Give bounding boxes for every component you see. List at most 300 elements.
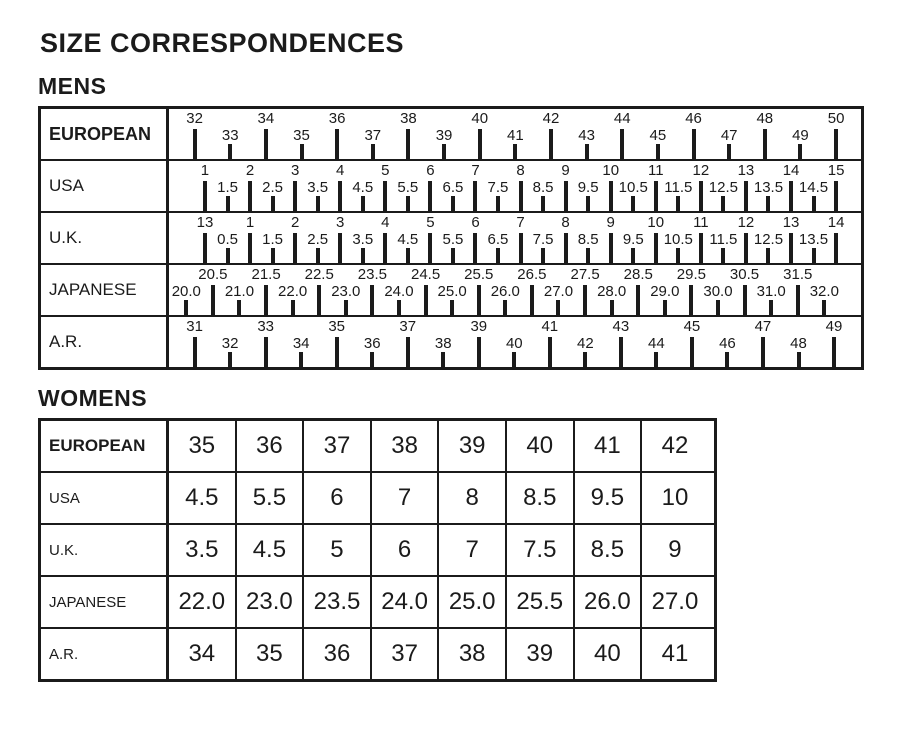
scale-value-label: 5: [381, 162, 390, 179]
scale-value-label: 2.5: [307, 231, 329, 248]
scale-tick-mark: [699, 181, 703, 211]
scale-tick-mark: [834, 129, 838, 159]
scale-tick-mark: [271, 248, 275, 263]
scale-value-label: 22.0: [278, 283, 308, 300]
scale-tick-mark: [676, 196, 680, 211]
scale-tick-mark: [512, 352, 516, 367]
scale-tick-mark: [699, 233, 703, 263]
scale-value-label: 9.5: [577, 179, 599, 196]
scale-tick-mark: [317, 285, 321, 315]
scale-tick-mark: [299, 352, 303, 367]
size-cell: 9: [668, 536, 682, 563]
scale-tick-mark: [383, 233, 387, 263]
scale-value-label: 32: [221, 335, 239, 352]
scale-tick-mark: [370, 285, 374, 315]
scale-tick-mark: [335, 129, 339, 159]
scale-tick-mark: [663, 300, 667, 315]
scale-value-label: 1.5: [217, 179, 238, 196]
scale-tick-mark: [193, 129, 197, 159]
scale-value-label: 7.5: [487, 179, 509, 196]
scale-tick-mark: [721, 248, 725, 263]
scale-value-label: 24.5: [410, 266, 441, 283]
size-cell: 6: [304, 473, 372, 523]
scale-tick-mark: [609, 233, 613, 263]
scale-tick-mark: [184, 300, 188, 315]
scale-value-label: 4: [336, 162, 345, 179]
scale-value-label: 20.5: [198, 266, 228, 283]
scale-tick-mark: [789, 233, 793, 263]
scale-tick-mark: [316, 248, 320, 263]
scale-value-label: 44: [648, 335, 665, 352]
scale-tick-mark: [383, 181, 387, 211]
scale-value-label: 38: [434, 335, 452, 352]
scale-tick-mark: [397, 300, 401, 315]
scale-tick-mark: [721, 196, 725, 211]
size-cell: 7: [372, 473, 440, 523]
size-cell: 35: [169, 421, 237, 471]
scale-tick-mark: [725, 352, 729, 367]
scale-value-label: 45: [649, 127, 667, 144]
scale-tick-mark: [541, 196, 545, 211]
womens-row-uk: [41, 525, 714, 577]
scale-tick-mark: [583, 285, 587, 315]
scale-tick-mark: [293, 233, 297, 263]
scale-value-label: 44: [613, 110, 631, 127]
mens-section-heading: MENS: [38, 73, 107, 99]
scale-tick-mark: [690, 337, 694, 367]
scale-tick-mark: [631, 196, 635, 211]
size-cell: 7.5: [507, 525, 575, 575]
scale-value-label: 36: [363, 335, 381, 352]
scale-value-label: 42: [577, 335, 594, 352]
scale-value-label: 47: [754, 318, 772, 335]
scale-tick-mark: [203, 181, 207, 211]
scale-tick-mark: [763, 129, 767, 159]
size-cell: 5.5: [237, 473, 305, 523]
scale-value-label: 35: [293, 127, 310, 144]
size-cell: 10: [661, 484, 689, 511]
row-label: JAPANESE: [41, 577, 169, 627]
row-label: USA: [41, 473, 169, 523]
scale-value-label: 13.5: [753, 179, 784, 196]
scale-tick-mark: [586, 248, 590, 263]
scale-value-label: 45: [683, 318, 701, 335]
womens-row-european: [41, 421, 714, 473]
scale-value-label: 7: [471, 162, 480, 179]
scale-tick-mark: [692, 129, 696, 159]
scale-value-label: 20.0: [171, 283, 201, 300]
scale-tick-mark: [211, 285, 215, 315]
scale-tick-mark: [264, 285, 268, 315]
scale-value-label: 25.5: [464, 266, 494, 283]
scale-tick-mark: [583, 352, 587, 367]
scale-tick-mark: [689, 285, 693, 315]
scale-tick-mark: [370, 352, 374, 367]
scale-tick-mark: [496, 248, 500, 263]
scale-value-label: 40: [505, 335, 523, 352]
size-cell: 39: [507, 629, 575, 679]
womens-row-ar: [41, 629, 714, 679]
scale-value-label: 31.0: [756, 283, 786, 300]
row-label: JAPANESE: [41, 265, 169, 315]
row-label: A.R.: [41, 317, 169, 367]
scale-value-label: 8: [516, 162, 525, 179]
scale-tick-mark: [300, 144, 304, 159]
size-cell: 38: [439, 629, 507, 679]
scale-value-label: 4.5: [397, 231, 419, 248]
scale-tick-mark: [654, 181, 658, 211]
scale-value-label: 25.0: [437, 283, 467, 300]
scale-value-label: 12.5: [753, 231, 784, 248]
scale-value-label: 27.5: [570, 266, 600, 283]
scale-tick-mark: [406, 196, 410, 211]
scale-value-label: 7.5: [532, 231, 554, 248]
scale-tick-mark: [477, 285, 481, 315]
size-cell: 39: [439, 421, 507, 471]
scale-tick-mark: [834, 181, 838, 211]
size-cell: 7: [439, 525, 507, 575]
scale-value-label: 6: [471, 214, 480, 231]
scale-tick-mark: [548, 337, 552, 367]
scale-value-label: 23.0: [331, 283, 361, 300]
size-cell: 40: [575, 629, 643, 679]
scale-value-label: 43: [578, 127, 595, 144]
scale-value-label: 10.5: [663, 231, 693, 248]
scale-tick-mark: [293, 181, 297, 211]
mens-size-table: [38, 106, 864, 370]
mens-row-usa: [41, 161, 861, 213]
scale-tick-mark: [424, 285, 428, 315]
scale-tick-mark: [428, 181, 432, 211]
scale-value-label: 10: [647, 214, 665, 231]
mens-row-ar: [41, 317, 861, 367]
scale-value-label: 9.5: [622, 231, 644, 248]
scale-value-label: 48: [756, 110, 774, 127]
scale-tick-mark: [473, 233, 477, 263]
scale-value-label: 14.5: [798, 179, 829, 196]
mens-row-uk: [41, 213, 861, 265]
mens-row-european: [41, 109, 861, 161]
scale-tick-mark: [503, 300, 507, 315]
size-cell: 24.0: [372, 577, 440, 627]
scale-value-label: 26.5: [517, 266, 547, 283]
scale-tick-mark: [226, 248, 230, 263]
scale-tick-mark: [496, 196, 500, 211]
scale-tick-mark: [832, 337, 836, 367]
scale-value-label: 39: [470, 318, 488, 335]
scale-tick-mark: [549, 129, 553, 159]
scale-value-label: 29.5: [676, 266, 706, 283]
scale-value-label: 28.0: [597, 283, 627, 300]
size-cell: 35: [237, 629, 305, 679]
scale-value-label: 11: [647, 162, 664, 179]
scale-value-label: 46: [685, 110, 702, 127]
scale-value-label: 3.5: [352, 231, 374, 248]
scale-value-label: 8.5: [577, 231, 599, 248]
scale-tick-mark: [441, 352, 445, 367]
scale-tick-mark: [228, 144, 232, 159]
scale-tick-mark: [631, 248, 635, 263]
scale-tick-mark: [451, 248, 455, 263]
scale-tick-mark: [834, 233, 838, 263]
scale-tick-mark: [654, 233, 658, 263]
size-cell: 36: [304, 629, 372, 679]
scale-value-label: 1.5: [262, 231, 284, 248]
size-scale: [169, 161, 861, 211]
scale-value-label: 12.5: [708, 179, 738, 196]
scale-tick-mark: [743, 285, 747, 315]
size-cell: 27.0: [651, 588, 699, 615]
scale-value-label: 50: [827, 110, 845, 127]
scale-value-label: 4: [381, 214, 390, 231]
size-scale: [169, 317, 861, 367]
scale-tick-mark: [477, 337, 481, 367]
scale-value-label: 31.5: [783, 266, 813, 283]
size-cell: 25.0: [439, 577, 507, 627]
scale-tick-mark: [271, 196, 275, 211]
scale-value-label: 32: [186, 110, 203, 127]
scale-value-label: 41: [507, 127, 524, 144]
scale-value-label: 10: [602, 162, 620, 179]
row-label: A.R.: [41, 629, 169, 679]
scale-tick-mark: [519, 233, 523, 263]
scale-value-label: 49: [825, 318, 843, 335]
size-cell: 42: [661, 432, 689, 459]
mens-row-japanese: [41, 265, 861, 317]
size-cell: 41: [661, 640, 689, 667]
scale-tick-mark: [248, 233, 252, 263]
scale-value-label: 33: [257, 318, 275, 335]
scale-value-label: 6.5: [487, 231, 509, 248]
scale-value-label: 5: [426, 214, 435, 231]
scale-tick-mark: [797, 352, 801, 367]
scale-tick-mark: [798, 144, 802, 159]
scale-value-label: 39: [435, 127, 453, 144]
scale-tick-mark: [335, 337, 339, 367]
scale-tick-mark: [761, 337, 765, 367]
scale-value-label: 13.5: [798, 231, 829, 248]
scale-tick-mark: [451, 196, 455, 211]
row-label: U.K.: [41, 525, 169, 575]
scale-value-label: 5.5: [397, 179, 419, 196]
scale-tick-mark: [654, 352, 658, 367]
scale-tick-mark: [338, 233, 342, 263]
scale-value-label: 33: [221, 127, 239, 144]
scale-value-label: 46: [719, 335, 736, 352]
scale-tick-mark: [812, 248, 816, 263]
size-cell: 3.5: [169, 525, 237, 575]
scale-tick-mark: [428, 233, 432, 263]
scale-tick-mark: [564, 233, 568, 263]
scale-tick-mark: [789, 181, 793, 211]
size-scale: [169, 213, 861, 263]
size-cell: 4.5: [169, 473, 237, 523]
scale-tick-mark: [530, 285, 534, 315]
row-label: EUROPEAN: [41, 421, 169, 471]
scale-tick-mark: [237, 300, 241, 315]
scale-value-label: 37: [364, 127, 382, 144]
scale-tick-mark: [796, 285, 800, 315]
scale-value-label: 8: [561, 214, 570, 231]
scale-tick-mark: [822, 300, 826, 315]
scale-value-label: 2: [245, 162, 255, 179]
scale-value-label: 13: [737, 162, 755, 179]
scale-tick-mark: [585, 144, 589, 159]
size-cell: 26.0: [575, 577, 643, 627]
scale-tick-mark: [344, 300, 348, 315]
scale-value-label: 5.5: [442, 231, 464, 248]
scale-value-label: 23.5: [357, 266, 387, 283]
scale-tick-mark: [744, 233, 748, 263]
scale-tick-mark: [406, 248, 410, 263]
scale-tick-mark: [519, 181, 523, 211]
scale-tick-mark: [812, 196, 816, 211]
scale-tick-mark: [769, 300, 773, 315]
scale-value-label: 3.5: [307, 179, 329, 196]
size-cell: 8: [439, 473, 507, 523]
womens-size-table: [38, 418, 717, 682]
scale-value-label: 28.5: [623, 266, 653, 283]
scale-value-label: 9: [561, 162, 570, 179]
scale-value-label: 36: [328, 110, 346, 127]
scale-tick-mark: [406, 337, 410, 367]
scale-value-label: 14: [782, 162, 800, 179]
scale-tick-mark: [361, 196, 365, 211]
scale-tick-mark: [610, 300, 614, 315]
scale-tick-mark: [264, 129, 268, 159]
scale-value-label: 49: [792, 127, 809, 144]
scale-tick-mark: [203, 233, 207, 263]
scale-tick-mark: [316, 196, 320, 211]
scale-value-label: 30.0: [703, 283, 733, 300]
size-cell: 25.5: [507, 577, 575, 627]
scale-value-label: 8.5: [532, 179, 554, 196]
scale-value-label: 27.0: [543, 283, 574, 300]
scale-value-label: 40: [471, 110, 489, 127]
size-cell: 37: [304, 421, 372, 471]
scale-tick-mark: [586, 196, 590, 211]
scale-tick-mark: [371, 144, 375, 159]
scale-tick-mark: [193, 337, 197, 367]
scale-value-label: 38: [400, 110, 417, 127]
size-cell: 23.5: [304, 577, 372, 627]
row-label: USA: [41, 161, 169, 211]
scale-tick-mark: [619, 337, 623, 367]
scale-tick-mark: [478, 129, 482, 159]
scale-tick-mark: [556, 300, 560, 315]
scale-tick-mark: [727, 144, 731, 159]
scale-tick-mark: [406, 129, 410, 159]
scale-value-label: 47: [720, 127, 738, 144]
scale-value-label: 1: [200, 162, 210, 179]
scale-tick-mark: [228, 352, 232, 367]
size-cell: 41: [575, 421, 643, 471]
size-cell: 4.5: [237, 525, 305, 575]
size-cell: 37: [372, 629, 440, 679]
scale-value-label: 9: [606, 214, 615, 231]
size-cell: 22.0: [169, 577, 237, 627]
scale-tick-mark: [744, 181, 748, 211]
size-cell: 9.5: [575, 473, 643, 523]
scale-value-label: 10.5: [618, 179, 648, 196]
womens-section-heading: WOMENS: [38, 385, 148, 411]
scale-value-label: 41: [541, 318, 559, 335]
size-cell: 38: [372, 421, 440, 471]
scale-value-label: 4.5: [352, 179, 374, 196]
scale-value-label: 31: [186, 318, 203, 335]
scale-value-label: 6: [426, 162, 435, 179]
scale-value-label: 2.5: [262, 179, 284, 196]
scale-value-label: 6.5: [442, 179, 464, 196]
scale-tick-mark: [442, 144, 446, 159]
scale-value-label: 22.5: [304, 266, 334, 283]
scale-tick-mark: [473, 181, 477, 211]
scale-tick-mark: [766, 248, 770, 263]
scale-tick-mark: [766, 196, 770, 211]
size-cell: 6: [372, 525, 440, 575]
scale-tick-mark: [609, 181, 613, 211]
scale-value-label: 0.5: [217, 231, 238, 248]
scale-tick-mark: [361, 248, 365, 263]
row-label: EUROPEAN: [41, 109, 169, 159]
size-cell: 23.0: [237, 577, 305, 627]
scale-tick-mark: [226, 196, 230, 211]
scale-tick-mark: [450, 300, 454, 315]
scale-value-label: 43: [612, 318, 630, 335]
row-label: U.K.: [41, 213, 169, 263]
scale-tick-mark: [636, 285, 640, 315]
scale-value-label: 13: [196, 214, 214, 231]
womens-row-usa: [41, 473, 714, 525]
scale-value-label: 24.0: [384, 283, 414, 300]
scale-value-label: 37: [399, 318, 417, 335]
scale-value-label: 12: [692, 162, 710, 179]
scale-value-label: 13: [782, 214, 800, 231]
scale-value-label: 14: [827, 214, 845, 231]
womens-row-japanese: [41, 577, 714, 629]
scale-tick-mark: [541, 248, 545, 263]
scale-value-label: 32.0: [809, 283, 839, 300]
size-cell: 5: [304, 525, 372, 575]
scale-value-label: 48: [790, 335, 807, 352]
scale-value-label: 34: [257, 110, 275, 127]
scale-value-label: 3: [336, 214, 345, 231]
scale-tick-mark: [564, 181, 568, 211]
scale-value-label: 11.5: [709, 231, 738, 248]
scale-tick-mark: [264, 337, 268, 367]
scale-tick-mark: [716, 300, 720, 315]
size-scale: [169, 109, 861, 159]
size-cell: 36: [237, 421, 305, 471]
size-cell: 40: [507, 421, 575, 471]
scale-value-label: 12: [737, 214, 755, 231]
scale-value-label: 21.5: [251, 266, 281, 283]
scale-value-label: 11.5: [664, 179, 693, 196]
scale-tick-mark: [513, 144, 517, 159]
scale-value-label: 21.0: [224, 283, 255, 300]
size-cell: 8.5: [507, 473, 575, 523]
scale-value-label: 42: [542, 110, 560, 127]
scale-tick-mark: [248, 181, 252, 211]
scale-value-label: 11: [693, 214, 709, 231]
scale-tick-mark: [656, 144, 660, 159]
scale-value-label: 2: [290, 214, 300, 231]
scale-value-label: 35: [328, 318, 345, 335]
scale-value-label: 29.0: [650, 283, 680, 300]
scale-value-label: 34: [292, 335, 310, 352]
size-cell: 8.5: [575, 525, 643, 575]
scale-value-label: 26.0: [490, 283, 520, 300]
